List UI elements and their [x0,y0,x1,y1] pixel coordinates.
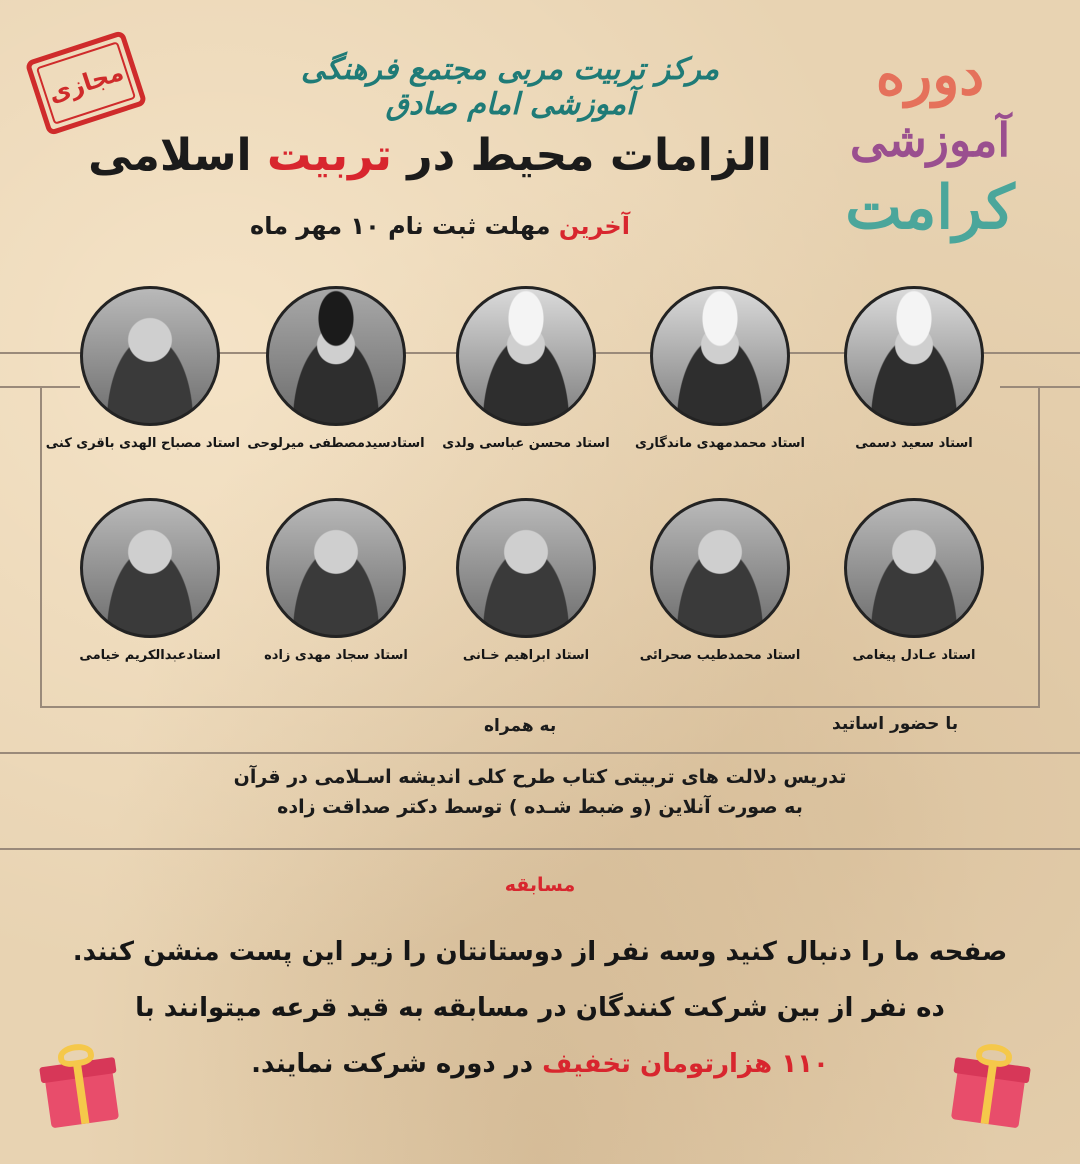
frame-line [40,386,42,706]
teacher-card [436,498,616,663]
teacher-card [60,498,240,663]
contest-line: ده نفر از بین شرکت کنندگان در مسابقه به قید قرعه میتوانند با [135,993,945,1023]
teacher-name: استاد محمدمهدی ماندگاری [634,436,805,451]
deadline-text: مهلت ثبت نام ۱۰ مهر ماه [250,212,551,240]
teacher-name: استاد محسن عباسی ولدی [442,436,610,451]
teacher-photo [456,286,596,426]
teacher-card [436,286,616,451]
teacher-card [824,498,1004,663]
teacher-photo [844,286,984,426]
teacher-name: استاد ابراهیم خـانی [462,648,590,663]
teacher-name: استادسیدمصطفی میرلوحی [247,436,425,451]
teacher-card [246,498,426,663]
teacher-photo [844,498,984,638]
with-teachers-tag: با حضور اساتید [832,714,959,734]
course-description [40,748,1040,840]
teacher-photo [456,498,596,638]
stamp-label: مجازی [45,57,127,109]
karamat-logo [800,40,1060,260]
teacher-card [630,286,810,451]
along-with-tag: به همراه [484,716,557,736]
gift-icon [944,1035,1036,1135]
teacher-name: استاد مصباح الهدی باقری کنی [45,436,240,451]
frame-line [40,706,1040,708]
contest-line-rest: در دوره شرکت نمایند. [251,1049,534,1079]
teacher-card [45,286,240,451]
teacher-photo [650,498,790,638]
contest-line [30,1036,1050,1092]
title-suffix: اسلامی [88,130,252,181]
course-line: به صورت آنلاین (و ضبط شـده ) توسط دکتر صداقت زاده [277,796,803,818]
teacher-photo [650,286,790,426]
frame-line [1038,386,1040,706]
frame-line [0,848,1080,850]
frame-line [1000,386,1080,388]
course-line: تدریس دلالت های تربیتی کتاب طرح کلی اندیشه اسـلامی در قرآن [233,766,847,788]
gift-icon [34,1035,126,1135]
title-highlight: تربیت [266,130,392,181]
virtual-stamp [24,30,147,136]
logo-line1: دوره [875,42,985,108]
brand-calligraphy: مرکز تربیت مربی مجتمع فرهنگی آموزشی امام صادق [300,52,720,122]
contest-title: مسابقه [504,874,576,896]
contest-line: صفحه ما را دنبال کنید وسه نفر از دوستانتان را زیر این پست منشن کنند. [72,937,1008,967]
page-title [80,130,780,181]
discount-highlight: ۱۱۰ هزارتومان تخفیف [542,1049,829,1079]
logo-line2: آموزشی [849,113,1011,167]
teacher-name: استاد عـادل پیغامی [852,648,976,663]
contest-text [30,924,1050,1092]
teacher-card [246,286,426,451]
teacher-photo [266,498,406,638]
teacher-photo [80,498,220,638]
teacher-photo [266,286,406,426]
logo-line3: کرامت [845,173,1015,243]
title-prefix: الزامات محیط در [407,130,772,181]
registration-deadline [120,212,760,240]
deadline-highlight: آخرین [558,212,630,240]
teacher-card [630,498,810,663]
teacher-name: استادعبدالکریم خیامی [79,648,221,663]
teacher-name: استاد محمدطیب صحرائی [639,648,801,663]
teacher-name: استاد سجاد مهدی زاده [264,648,408,663]
teacher-name: استاد سعید دسمی [855,436,973,451]
teacher-photo [80,286,220,426]
teacher-card [824,286,1004,451]
